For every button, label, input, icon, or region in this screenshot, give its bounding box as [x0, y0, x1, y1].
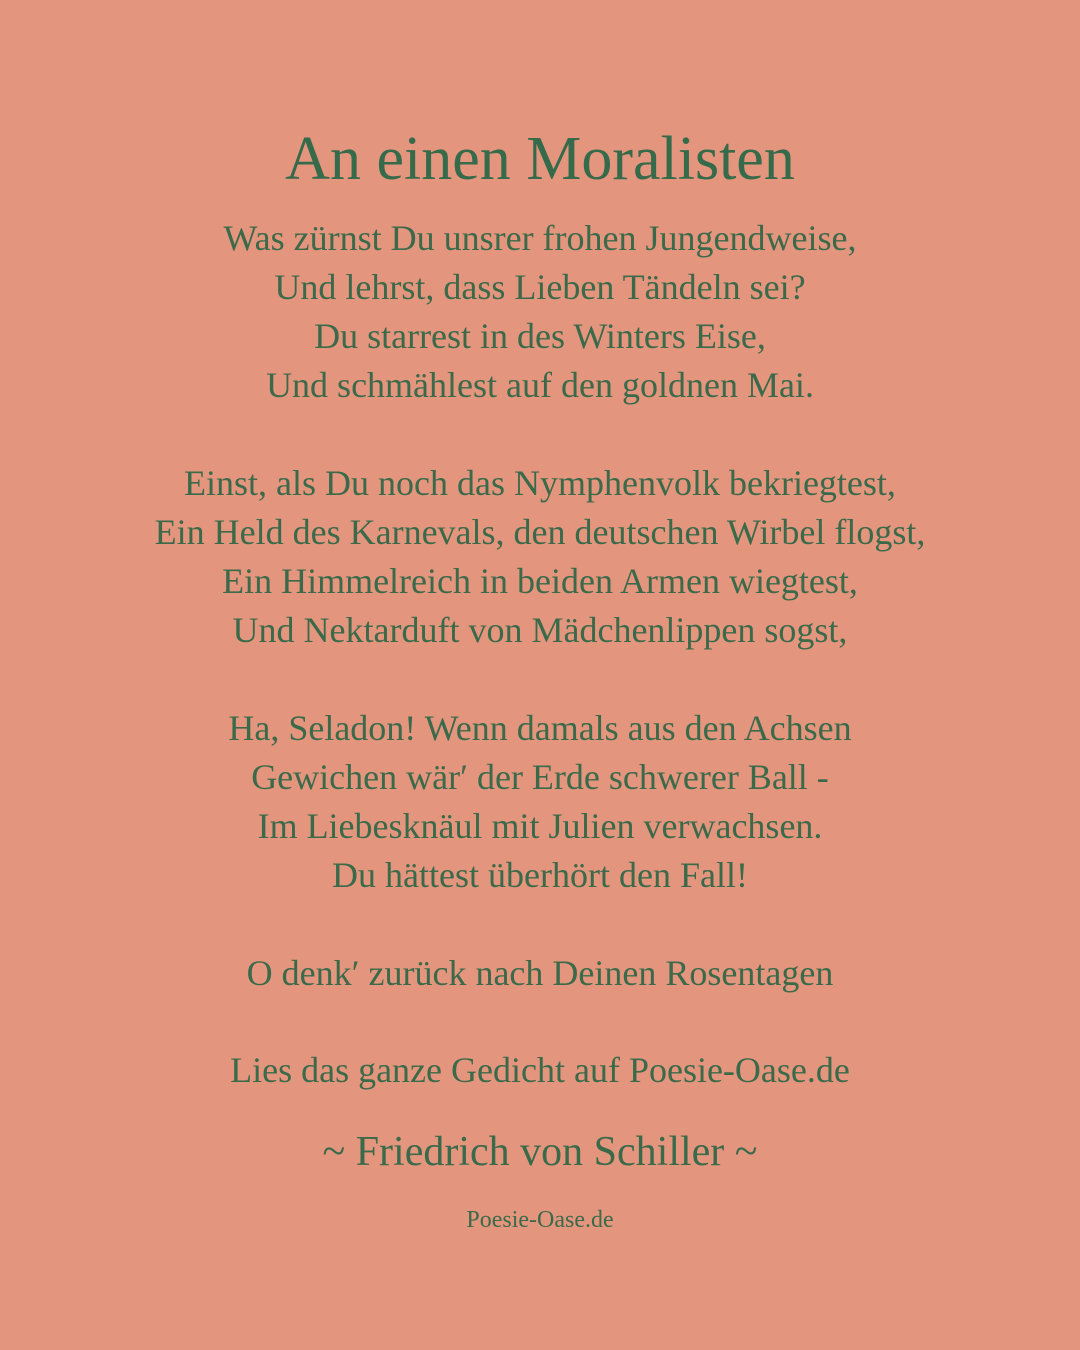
stanza-gap [0, 900, 1080, 949]
poem-line: Ha, Seladon! Wenn damals aus den Achsen [228, 708, 852, 748]
poem-line: Und Nektarduft von Mädchenlippen sogst, [232, 610, 848, 650]
poem-line: Und schmählest auf den goldnen Mai. [266, 365, 814, 405]
site-brand: Poesie-Oase.de [466, 1207, 614, 1233]
poem-line: Gewichen wär′ der Erde schwerer Ball - [251, 757, 829, 797]
poem-line: Einst, als Du noch das Nymphenvolk bekriegtest, [184, 463, 896, 503]
author-name: ~ Friedrich von Schiller ~ [322, 1129, 758, 1175]
poem-line: Im Liebesknäul mit Julien verwachsen. [257, 806, 823, 846]
poem-line: Du starrest in des Winters Eise, [314, 316, 766, 356]
poem-line: Ein Himmelreich in beiden Armen wiegtest, [222, 561, 858, 601]
stanza-gap [0, 655, 1080, 704]
stanza-gap [0, 410, 1080, 459]
poem-line: Und lehrst, dass Lieben Tändeln sei? [274, 267, 806, 307]
stanza-3 [0, 704, 1080, 900]
poem-title: An einen Moralisten [285, 125, 795, 193]
poem-body [0, 214, 1080, 998]
stanza-1 [0, 214, 1080, 410]
poem-line: Was zürnst Du unsrer frohen Jungendweise, [223, 218, 857, 258]
read-more-text: Lies das ganze Gedicht auf Poesie-Oase.de [230, 1050, 850, 1090]
stanza-2 [0, 459, 1080, 655]
poem-line: Du hättest überhört den Fall! [332, 855, 748, 895]
poem-line: Ein Held des Karnevals, den deutschen Wirbel flogst, [154, 512, 926, 552]
stanza-4 [0, 949, 1080, 998]
poem-line: O denk′ zurück nach Deinen Rosentagen [246, 953, 834, 993]
